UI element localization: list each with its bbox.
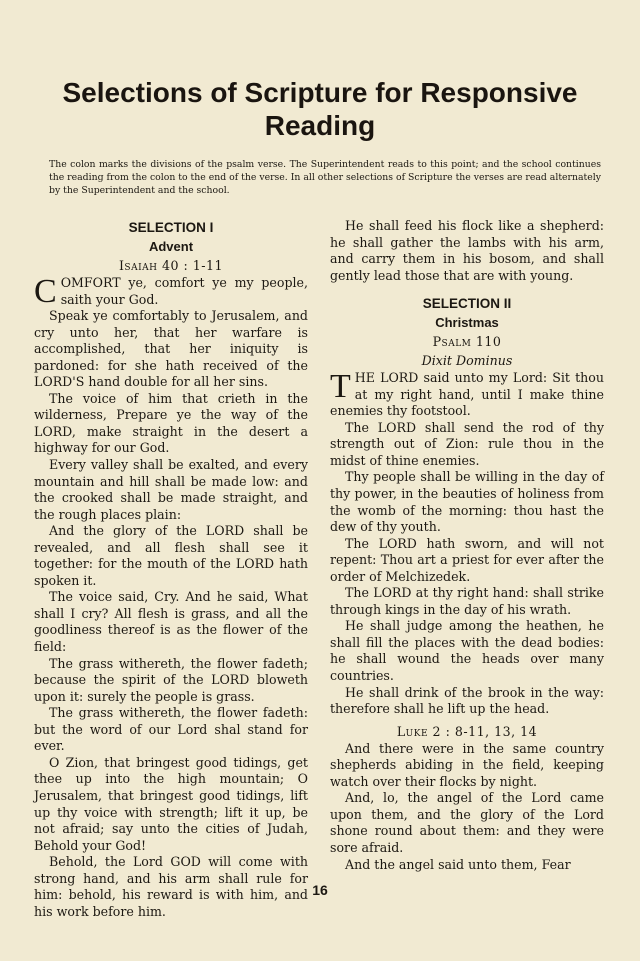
selection-1-subtitle: Advent — [148, 239, 194, 254]
selection-2-reference: Psalm 110 — [432, 334, 502, 350]
verse-11: He shall feed his flock like a shepherd: he shall gather the lambs with his arm, and carry them in his bosom, and shall gently lead those that are with young. — [330, 218, 604, 283]
verse-10: Behold, the Lord GOD will come with strong hand, and his arm shall rule for him: behold, his reward is with him, and his work before him. — [34, 854, 308, 919]
right-column — [330, 218, 604, 873]
verse-5: And the glory of the LORD shall be revealed, and all flesh shall see it together: for the mouth of the LORD hath spoken it. — [34, 523, 308, 588]
verse-9: O Zion, that bringest good tidings, get thee up into the high mountain; O Jerusalem, that bringest good tidings, lift up thy voice with strength; lift it up, be not afraid; say unto the cities of Judah, Behold your God! — [34, 754, 308, 853]
selection-1-reference: Isaiah 40 : 1-11 — [118, 258, 224, 273]
page-number: 16 — [312, 882, 328, 898]
psalm-verse-3: Thy people shall be willing in the day of thy power, in the beauties of holiness from the womb of the morning: thou hast the dew of thy youth. — [330, 469, 604, 535]
drop-cap: C — [34, 273, 57, 310]
page-title — [40, 76, 600, 142]
psalm-verse-1 — [330, 370, 604, 420]
intro-note: The colon marks the divisions of the psalm verse. The Superintendent reads to this point; and the school continues the reading from the colon to the end of the verse. In all other selections of Scripture the verses are read alternately by the Superintendent and the school. — [49, 159, 601, 196]
verse-2: Speak ye comfortably to Jerusalem, and cry unto her, that her warfare is accomplished, that her iniquity is pardoned: for she hath received of the LORD'S hand double for all her sins. — [34, 308, 308, 390]
psalm-verse-5: The LORD at thy right hand: shall strike through kings in the day of his wrath. — [330, 585, 604, 617]
verse-3: The voice of him that crieth in the wilderness, Prepare ye the way of the LORD, make straight in the desert a highway for our God. — [34, 390, 308, 456]
latin-title: Dixit Dominus — [421, 353, 513, 369]
verse-6: The voice said, Cry. And he said, What shall I cry? All flesh is grass, and all the goodliness thereof is as the flower of the field: — [34, 589, 308, 655]
psalm-verse-2: The LORD shall send the rod of thy strength out of Zion: rule thou in the midst of thine enemies. — [330, 419, 604, 468]
page-title-line-1: Selections of Scripture for Responsive — [62, 77, 578, 108]
page-title-line-2: Reading — [264, 110, 376, 141]
psalm-verse-1-text: HE LORD said unto my Lord: Sit thou at my right hand, until I make thine enemies thy footstool. — [330, 370, 604, 419]
verse-7: The grass withereth, the flower fadeth; because the spirit of the LORD bloweth upon it: surely the people is grass. — [34, 655, 308, 704]
selection-1-heading: SELECTION I — [128, 220, 214, 235]
psalm-verse-7: He shall drink of the brook in the way: therefore shall he lift up the head. — [330, 684, 604, 717]
left-column — [34, 218, 308, 920]
psalm-verse-6: He shall judge among the heathen, he shall fill the places with the dead bodies: he shall wound the heads over many countries. — [330, 618, 604, 684]
luke-verse-10: And the angel said unto them, Fear — [345, 856, 571, 872]
luke-verse-9: And, lo, the angel of the Lord came upon them, and the glory of the Lord shone round about them: and they were sore afraid. — [330, 790, 604, 855]
verse-1 — [34, 275, 308, 308]
luke-verse-8: And there were in the same country shepherds abiding in the field, keeping watch over their flocks by night. — [330, 740, 604, 789]
selection-2-heading: SELECTION II — [422, 296, 512, 312]
luke-reference: Luke 2 : 8-11, 13, 14 — [396, 723, 538, 739]
drop-cap: T — [330, 368, 351, 406]
psalm-verse-4: The LORD hath sworn, and will not repent: Thou art a priest for ever after the order of Melchizedek. — [330, 535, 604, 584]
verse-8: The grass withereth, the flower fadeth: but the word of our Lord shal stand for ever. — [34, 705, 308, 754]
verse-1-text: OMFORT ye, comfort ye my people, saith your God. — [60, 275, 308, 307]
selection-2-subtitle: Christmas — [435, 315, 499, 331]
verse-4: Every valley shall be exalted, and every mountain and hill shall be made low: and the crooked shall be made straight, and the rough places plain: — [34, 457, 308, 522]
